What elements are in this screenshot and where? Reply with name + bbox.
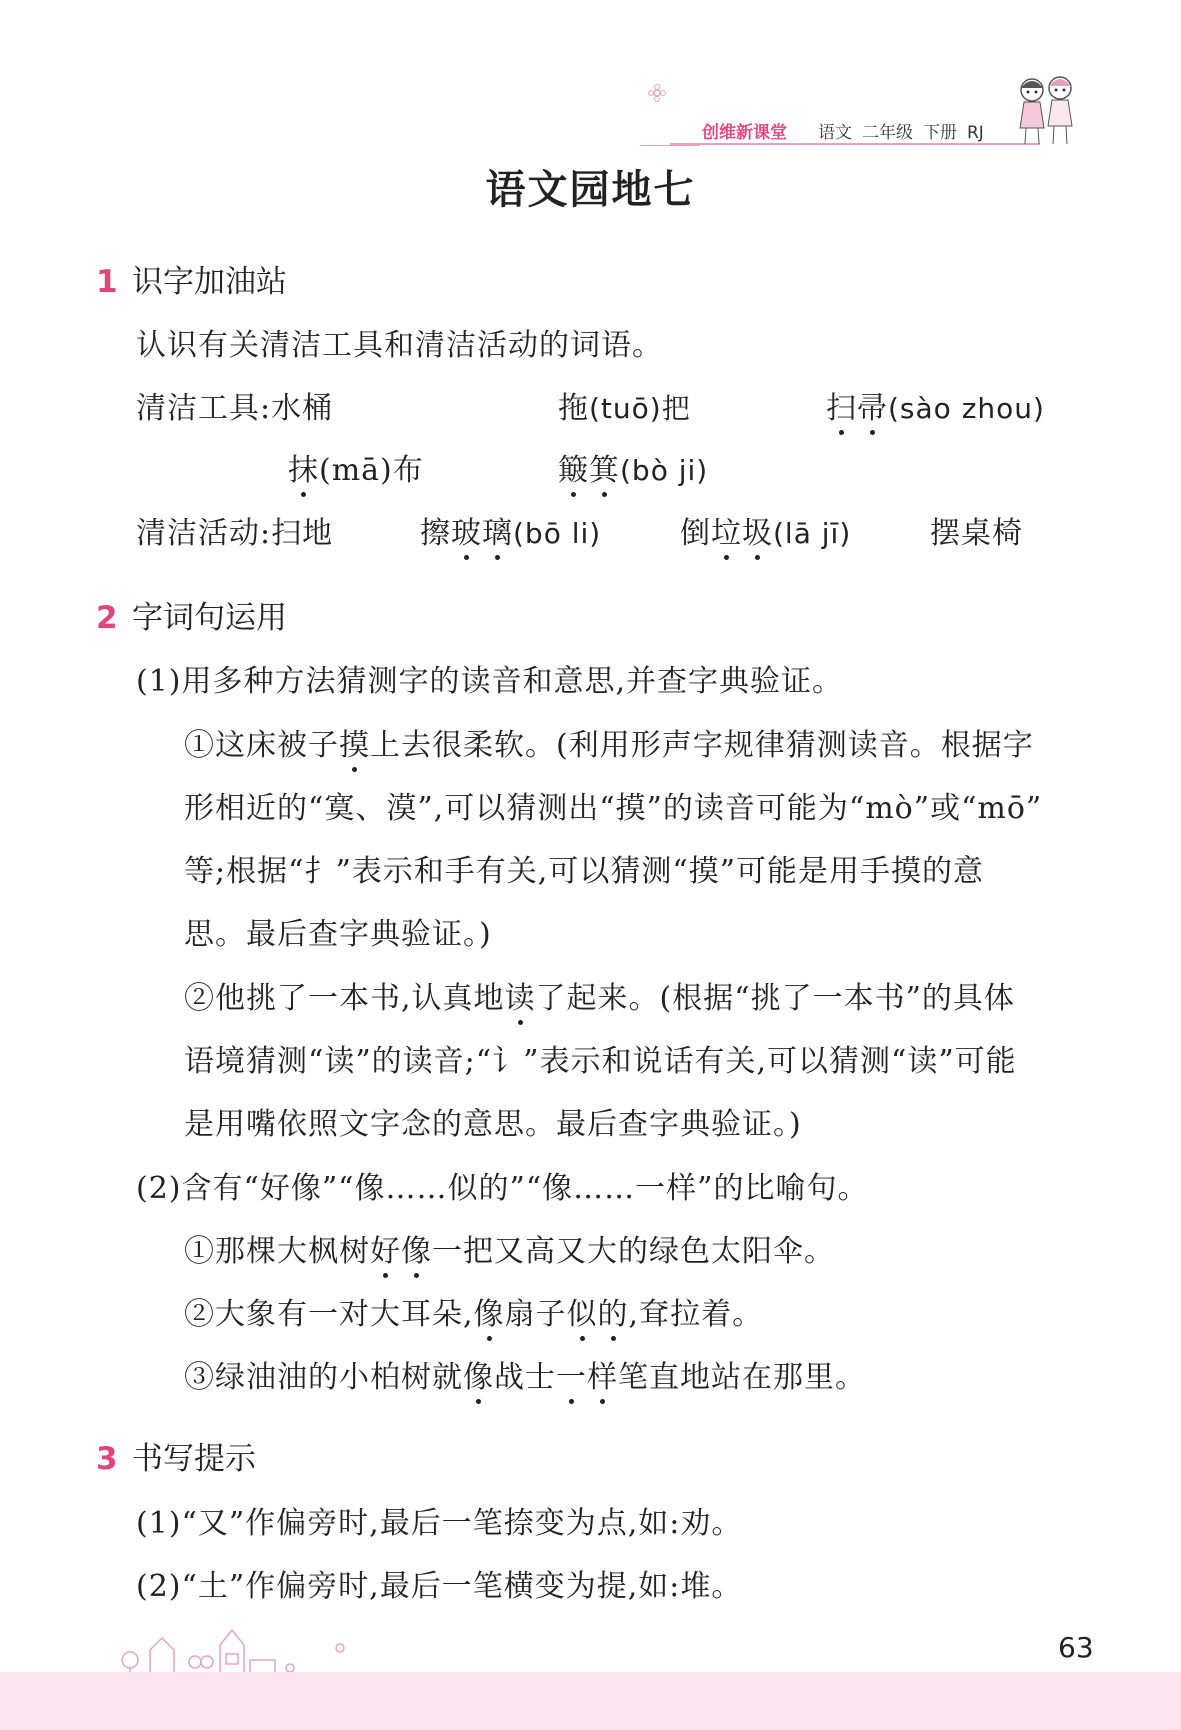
q2c-text-1: ③绿油油的小柏树就 (184, 1360, 463, 1395)
q2a-dotted-char-2: 像 (401, 1226, 432, 1270)
activity-trash-char-1: 倒 (680, 516, 711, 551)
question-1a-line-3: 等;根据“扌”表示和手有关,可以猜测“摸”可能是用手摸的意 (184, 854, 984, 889)
q2c-text-2: 战士 (494, 1360, 556, 1395)
q1a-text-1: ①这床被子 (184, 728, 339, 763)
page-number: 63 (1058, 1631, 1094, 1664)
q1a-text-2: 上去很柔软。(利用形声字规律猜测读音。根据字 (370, 728, 1034, 763)
activity-chairs: 摆桌椅 (930, 516, 1023, 551)
tool-dustpan-char-2: 箕 (589, 445, 620, 489)
q1b-text-1: ②他挑了一本书,认真地 (184, 981, 505, 1016)
tool-mop-pinyin: (tuō)把 (589, 392, 691, 425)
page-header (640, 108, 1060, 148)
q2c-dotted-char-1: 像 (463, 1352, 494, 1396)
header-edition: RJ (967, 123, 984, 143)
header-rule-left (640, 145, 700, 146)
section-1-intro: 认识有关清洁工具和清洁活动的词语。 (136, 328, 663, 363)
activity-sweep: 扫地 (271, 516, 334, 551)
activity-glass-char-3: 璃 (482, 508, 513, 552)
activity-glass-pinyin: (bō li) (513, 517, 602, 550)
question-2a (184, 1226, 835, 1270)
question-1b-line-2: 语境猜测“读”的读音;“讠”表示和说话有关,可以猜测“读”可能 (184, 1044, 1017, 1079)
header-rule (670, 143, 1040, 145)
flower-icon (648, 84, 666, 102)
q2b-text-3: ,耷拉着。 (628, 1297, 764, 1332)
question-1: (1)用多种方法猜测字的读音和意思,并查字典验证。 (136, 664, 844, 699)
activity-trash-pinyin: (lā jī) (773, 517, 852, 550)
tools-label (136, 383, 333, 427)
tool-broom (826, 383, 1045, 427)
q2c-dotted-char-3: 样 (587, 1352, 618, 1396)
section-2-heading (96, 592, 287, 637)
tool-rag (288, 445, 424, 489)
section-1-number: 1 (96, 264, 118, 300)
question-2: (2)含有“好像”“像……似的”“像……一样”的比喻句。 (136, 1171, 869, 1206)
section-1-heading (96, 256, 287, 301)
header-brand: 创维新课堂 (702, 123, 787, 143)
tools-label-text: 清洁工具: (136, 391, 272, 426)
question-1b-line-1 (184, 973, 1015, 1017)
q2b-dotted-char-1: 像 (474, 1289, 505, 1333)
tool-mop (558, 383, 691, 427)
question-1a-line-2: 形相近的“寞、漠”,可以猜测出“摸”的读音可能为“mò”或“mō” (184, 791, 1043, 826)
section-2-number: 2 (96, 600, 118, 636)
header-grade: 二年级 (862, 123, 913, 143)
writing-tip-2: (2)“土”作偏旁时,最后一笔横变为提,如:堆。 (136, 1569, 743, 1604)
q2b-dotted-char-3: 的 (598, 1289, 629, 1333)
section-3-heading (96, 1433, 256, 1478)
activity-glass (420, 508, 601, 552)
q1b-text-2: 了起来。(根据“挑了一本书”的具体 (535, 981, 1015, 1016)
activity-glass-char-2: 玻 (451, 508, 482, 552)
section-1-title: 识字加油站 (132, 264, 287, 300)
page-title: 语文园地七 (485, 167, 696, 213)
question-1b-line-3: 是用嘴依照文字念的意思。最后查字典验证。) (184, 1107, 802, 1142)
tool-broom-char-1: 扫 (826, 383, 857, 427)
q2b-text-1: ②大象有一对大耳朵, (184, 1297, 474, 1332)
section-3-number: 3 (96, 1441, 118, 1477)
tool-rag-pinyin: (mā)布 (319, 453, 424, 488)
house-tree-illustration-icon (110, 1620, 370, 1675)
activity-glass-char-1: 擦 (420, 516, 451, 551)
section-2-title: 字词句运用 (132, 600, 287, 636)
girls-illustration-icon (1012, 72, 1082, 152)
q2b-dotted-char-2: 似 (567, 1289, 598, 1333)
activities-label-text: 清洁活动: (136, 516, 272, 551)
tool-mop-char: 拖 (558, 391, 589, 426)
tool-broom-char-2: 帚 (857, 383, 888, 427)
question-1a-line-4: 思。最后查字典验证。) (184, 917, 492, 952)
tool-dustpan (558, 445, 708, 489)
tool-dustpan-char-1: 簸 (558, 445, 589, 489)
tool-broom-pinyin: (sào zhou) (888, 392, 1045, 425)
header-volume: 下册 (923, 123, 957, 143)
activity-trash-char-3: 圾 (742, 508, 773, 552)
activity-trash (680, 508, 851, 552)
tool-rag-char: 抹 (288, 445, 319, 489)
question-2c (184, 1352, 866, 1396)
tool-dustpan-pinyin: (bò ji) (620, 454, 709, 487)
q2a-text-1: ①那棵大枫树 (184, 1234, 370, 1269)
activities-label (136, 508, 333, 552)
question-2b (184, 1289, 763, 1333)
writing-tip-1: (1)“又”作偏旁时,最后一笔捺变为点,如:劝。 (136, 1506, 743, 1541)
q2c-dotted-char-2: 一 (556, 1352, 587, 1396)
footer-band (0, 1672, 1181, 1730)
section-3-title: 书写提示 (132, 1441, 256, 1477)
q2a-dotted-char-1: 好 (370, 1226, 401, 1270)
header-subject: 语文 (818, 123, 852, 143)
q1b-dotted-char: 读 (505, 973, 536, 1017)
question-1a-line-1 (184, 720, 1034, 764)
q2a-text-2: 一把又高又大的绿色太阳伞。 (432, 1234, 835, 1269)
q1a-dotted-char: 摸 (339, 720, 370, 764)
header-book-info (818, 118, 994, 143)
activity-trash-char-2: 垃 (711, 508, 742, 552)
q2b-text-2: 扇子 (504, 1297, 567, 1332)
tool-bucket: 水桶 (271, 391, 334, 426)
q2c-text-3: 笔直地站在那里。 (618, 1360, 866, 1395)
